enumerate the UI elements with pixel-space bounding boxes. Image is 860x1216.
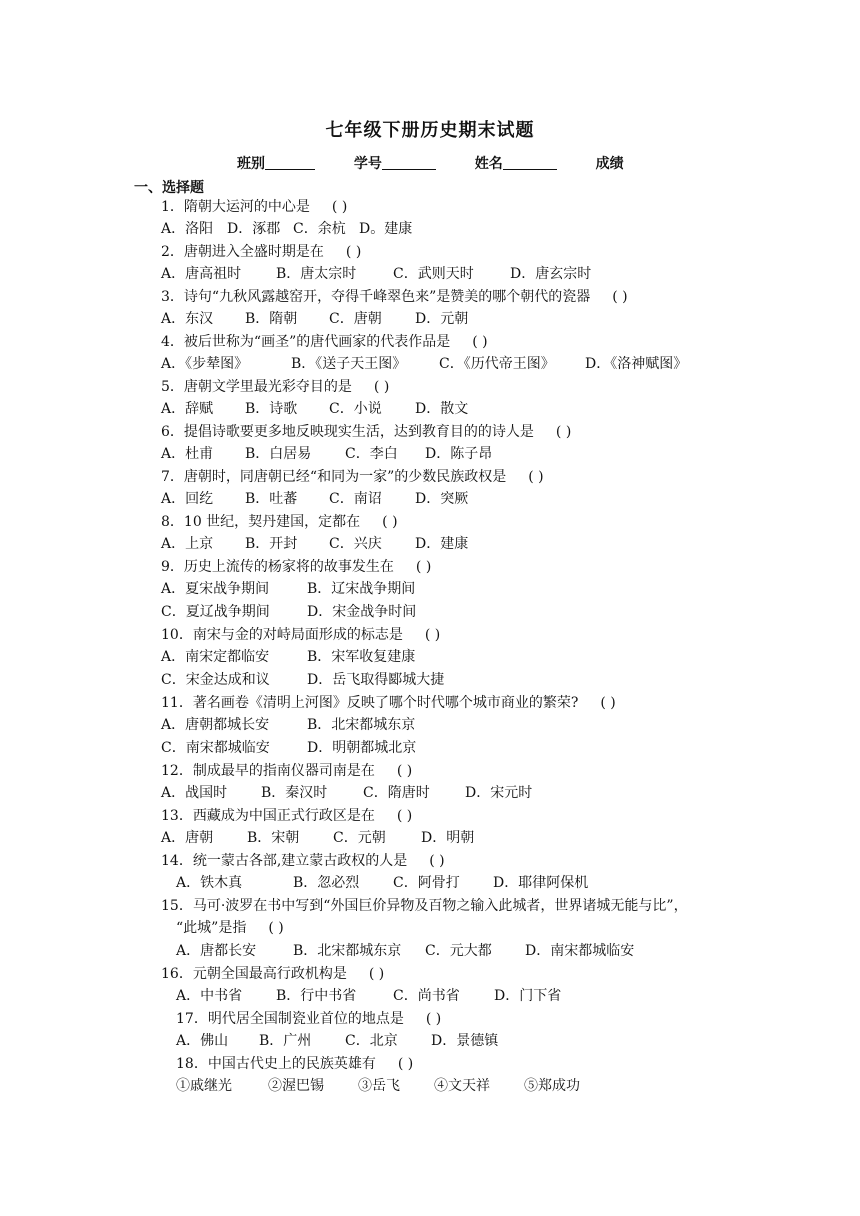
answer-blank[interactable]: ( ) — [331, 199, 348, 215]
option-d[interactable]: D．耶律阿保机 — [493, 875, 589, 891]
option-c[interactable]: C．尚书省 — [393, 988, 460, 1004]
answer-blank[interactable]: ( ) — [415, 559, 432, 575]
option-d[interactable]: D．建康 — [415, 536, 469, 552]
question-4-stem: 4．被后世称为“画圣”的唐代画家的代表作品是 ( ) — [161, 334, 488, 350]
option-c[interactable]: C．李白 — [345, 446, 398, 462]
student-id-field[interactable]: 学号 — [354, 153, 436, 173]
option-c[interactable]: C．《历代帝王图》 — [439, 356, 555, 372]
question-11-stem: 11．著名画卷《清明上河图》反映了哪个时代哪个城市商业的繁荣? ( ) — [161, 695, 616, 711]
question-7-stem: 7．唐朝时，同唐朝已经“和同为一家”的少数民族政权是 ( ) — [161, 469, 544, 485]
question-18-stem: 18．中国古代史上的民族英雄有 ( ) — [176, 1056, 414, 1072]
question-1-options — [161, 220, 412, 238]
option-b[interactable]: B．白居易 — [245, 446, 312, 462]
option-a[interactable]: A．《步辇图》 — [161, 356, 249, 372]
answer-blank[interactable]: ( ) — [472, 334, 488, 350]
option-b[interactable]: B．辽宋战争期间 — [307, 581, 416, 597]
option-d[interactable]: D．散文 — [415, 401, 469, 417]
question-9-options-row-1 — [161, 580, 415, 598]
question-8-stem: 8．10 世纪，契丹建国，定都在 ( ) — [161, 514, 398, 530]
option-c[interactable]: C．兴庆 — [329, 536, 382, 552]
option-b[interactable]: B．唐太宗时 — [276, 266, 357, 282]
answer-blank[interactable]: ( ) — [425, 1011, 442, 1027]
option-d[interactable]: D．宋元时 — [465, 785, 533, 801]
option-d[interactable]: D．陈子昂 — [425, 446, 493, 462]
question-15-stem-cont: “此城”是指 ( ) — [176, 920, 284, 936]
option-a[interactable]: A．唐朝都城长安 — [161, 717, 270, 733]
option-b[interactable]: B．诗歌 — [245, 401, 298, 417]
question-9-options-row-2 — [161, 603, 416, 621]
question-10-stem: 10．南宋与金的对峙局面形成的标志是 ( ) — [161, 627, 441, 643]
student-info-line — [237, 153, 658, 173]
question-5-stem: 5．唐朝文学里最光彩夺目的是 ( ) — [161, 379, 390, 395]
page-title: 七年级下册历史期末试题 — [325, 120, 535, 141]
answer-blank[interactable]: ( ) — [424, 627, 441, 643]
question-3-options — [161, 310, 468, 328]
answer-blank[interactable]: ( ) — [600, 695, 616, 711]
option-a[interactable]: A．南宋定都临安 — [161, 649, 270, 665]
question-5-options — [161, 400, 468, 418]
option-c[interactable]: C．武则天时 — [393, 266, 474, 282]
question-10-options-row-1 — [161, 648, 415, 666]
question-11-options-row-2 — [161, 739, 416, 757]
question-2-stem: 2．唐朝进入全盛时期是在 ( ) — [161, 244, 362, 260]
question-7-options — [161, 490, 468, 508]
answer-blank[interactable]: ( ) — [429, 853, 445, 869]
question-12-options — [161, 784, 532, 802]
option-a[interactable]: A．东汉 — [161, 311, 214, 327]
question-2-options — [161, 265, 591, 283]
option-d[interactable]: D．元朝 — [415, 311, 469, 327]
option-d[interactable]: D．景德镇 — [431, 1033, 499, 1049]
option-d[interactable]: D．明朝 — [421, 830, 475, 846]
option-a[interactable]: A．中书省 — [176, 988, 243, 1004]
option-d[interactable]: D．明朝都城北京 — [307, 740, 417, 756]
option-b[interactable]: B．《送子天王图》 — [291, 356, 407, 372]
question-15-options — [176, 942, 634, 960]
option-d[interactable]: D．《洛神赋图》 — [585, 356, 688, 372]
name-field[interactable]: 姓名 — [475, 153, 557, 173]
question-16-options — [176, 987, 561, 1005]
option-d[interactable]: D．南宋都城临安 — [525, 943, 635, 959]
question-9-stem: 9．历史上流传的杨家将的故事发生在 ( ) — [161, 559, 432, 575]
question-13-options — [161, 829, 474, 847]
option-b[interactable]: B．行中书省 — [276, 988, 357, 1004]
option-d[interactable]: D。建康 — [359, 221, 413, 237]
name-blank[interactable] — [503, 155, 557, 170]
answer-blank[interactable]: ( ) — [396, 763, 413, 779]
option-b[interactable]: B．广州 — [259, 1033, 312, 1049]
option-d[interactable]: D．宋金战争时间 — [307, 604, 417, 620]
option-a[interactable]: A．洛阳 — [161, 221, 214, 237]
question-4-options — [161, 355, 687, 373]
class-blank[interactable] — [265, 155, 315, 170]
option-c[interactable]: C．小说 — [329, 401, 382, 417]
option-c[interactable]: C．阿骨打 — [393, 875, 460, 891]
answer-blank[interactable]: ( ) — [396, 808, 413, 824]
question-15-stem: 15．马可·波罗在书中写到“外国巨价异物及百物之输入此城者，世界诸城无能与比”， — [161, 898, 688, 914]
option-a[interactable]: A．唐朝 — [161, 830, 214, 846]
option-5[interactable]: ⑤郑成功 — [524, 1078, 580, 1094]
option-a[interactable]: A．战国时 — [161, 785, 228, 801]
option-b[interactable]: B．开封 — [245, 536, 298, 552]
option-a[interactable]: A．杜甫 — [161, 446, 214, 462]
answer-blank[interactable]: ( ) — [555, 424, 572, 440]
option-c[interactable]: C．夏辽战争期间 — [161, 604, 270, 620]
option-d[interactable]: D．门下省 — [494, 988, 562, 1004]
option-b[interactable]: D．涿郡 — [227, 221, 281, 237]
option-a[interactable]: A．唐都长安 — [176, 943, 257, 959]
option-c[interactable]: C．南宋都城临安 — [161, 740, 270, 756]
question-18-options — [176, 1077, 580, 1095]
option-c[interactable]: C．隋唐时 — [363, 785, 430, 801]
student-id-blank[interactable] — [382, 155, 436, 170]
score-field: 成绩 — [595, 156, 624, 172]
option-c[interactable]: C．元朝 — [333, 830, 386, 846]
question-17-options — [176, 1032, 498, 1050]
question-1-stem: 1．隋朝大运河的中心是 ( ) — [161, 199, 348, 215]
question-12-stem: 12．制成最早的指南仪器司南是在 ( ) — [161, 763, 413, 779]
option-a[interactable]: A．唐高祖时 — [161, 266, 242, 282]
section-heading-multiple-choice: 一、选择题 — [134, 180, 204, 196]
option-c[interactable]: C．宋金达成和议 — [161, 672, 270, 688]
question-10-options-row-2 — [161, 671, 444, 689]
option-b[interactable]: B．吐蕃 — [245, 491, 298, 507]
option-b[interactable]: B．宋军收复建康 — [307, 649, 416, 665]
option-a[interactable]: A．回纥 — [161, 491, 214, 507]
question-14-stem: 14．统一蒙古各部,建立蒙古政权的人是 ( ) — [161, 853, 445, 869]
answer-blank[interactable]: ( ) — [612, 289, 628, 305]
question-8-options — [161, 535, 468, 553]
option-c[interactable]: C．唐朝 — [329, 311, 382, 327]
option-b[interactable]: B．秦汉时 — [261, 785, 328, 801]
answer-blank[interactable]: ( ) — [382, 514, 398, 530]
answer-blank[interactable]: ( ) — [373, 379, 390, 395]
option-4[interactable]: ④文天祥 — [434, 1078, 490, 1094]
option-a[interactable]: A．上京 — [161, 536, 214, 552]
question-13-stem: 13．西藏成为中国正式行政区是在 ( ) — [161, 808, 413, 824]
option-b[interactable]: B．北宋都城东京 — [293, 943, 402, 959]
question-17-stem: 17．明代居全国制瓷业首位的地点是 ( ) — [176, 1011, 442, 1027]
option-b[interactable]: B．隋朝 — [245, 311, 298, 327]
question-11-options-row-1 — [161, 716, 415, 734]
option-a[interactable]: A．佛山 — [176, 1033, 229, 1049]
question-6-stem: 6．提倡诗歌要更多地反映现实生活，达到教育目的的诗人是 ( ) — [161, 424, 572, 440]
option-c[interactable]: C．北京 — [345, 1033, 398, 1049]
option-d[interactable]: D．唐玄宗时 — [510, 266, 592, 282]
option-b[interactable]: B．宋朝 — [247, 830, 300, 846]
option-2[interactable]: ②渥巴锡 — [268, 1078, 324, 1094]
option-d[interactable]: D．岳飞取得郾城大捷 — [307, 672, 445, 688]
option-c[interactable]: C．余杭 — [293, 221, 346, 237]
option-a[interactable]: A．辞赋 — [161, 401, 214, 417]
answer-blank[interactable]: ( ) — [368, 966, 385, 982]
question-6-options — [161, 445, 492, 463]
class-field[interactable]: 班别 — [237, 153, 315, 173]
option-b[interactable]: B．北宋都城东京 — [307, 717, 416, 733]
answer-blank[interactable]: ( ) — [397, 1056, 414, 1072]
answer-blank[interactable]: ( ) — [528, 469, 544, 485]
option-b[interactable]: B．忽必烈 — [293, 875, 360, 891]
option-c[interactable]: C．元大都 — [425, 943, 492, 959]
question-3-stem: 3．诗句“九秋风露越窑开，夺得千峰翠色来”是赞美的哪个朝代的瓷器 ( ) — [161, 289, 628, 305]
question-16-stem: 16．元朝全国最高行政机构是 ( ) — [161, 966, 385, 982]
option-1[interactable]: ①戚继光 — [176, 1078, 232, 1094]
option-a[interactable]: A．夏宋战争期间 — [161, 581, 270, 597]
option-d[interactable]: D．突厥 — [415, 491, 469, 507]
question-14-options — [176, 874, 588, 892]
option-c[interactable]: C．南诏 — [329, 491, 382, 507]
option-a[interactable]: A．铁木真 — [176, 875, 243, 891]
answer-blank[interactable]: ( ) — [345, 244, 362, 260]
answer-blank[interactable]: ( ) — [268, 920, 284, 936]
option-3[interactable]: ③岳飞 — [358, 1078, 400, 1094]
